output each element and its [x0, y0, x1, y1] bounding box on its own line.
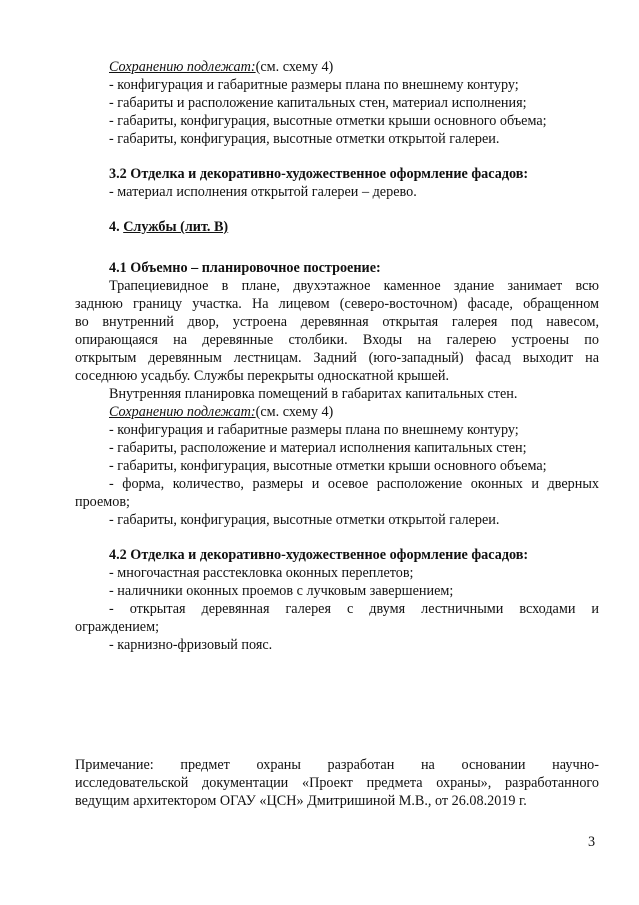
paragraph-line: во внутренний двор, устроена деревянная открытая галерея под навесом, [75, 314, 599, 330]
page-number: 3 [588, 834, 596, 850]
list-item: - габариты, конфигурация, высотные отметки открытой галереи. [109, 131, 500, 147]
section-heading-4-1: 4.1 Объемно – планировочное построение: [109, 260, 381, 276]
section-heading-3-2: 3.2 Отделка и декоративно-художественное оформление фасадов: [109, 166, 529, 182]
list-item: - открытая деревянная галерея с двумя лестничными всходами и [109, 601, 599, 617]
list-item: - габариты, расположение и материал исполнения капитальных стен; [109, 440, 527, 456]
paragraph-line: соседнюю усадьбу. Службы перекрыты односкатной крышей. [75, 368, 450, 384]
list-item: - карнизно-фризовый пояс. [109, 637, 273, 653]
list-item: - конфигурация и габаритные размеры плана по внешнему контуру; [109, 422, 519, 438]
paragraph-line: заднюю границу участка. На лицевом (северо-восточном) фасаде, обращенном [75, 296, 599, 312]
paragraph-line: опирающаяся на деревянные столбики. Входы на галерею устроены по [75, 332, 599, 348]
list-item: - многочастная расстекловка оконных переплетов; [109, 565, 414, 581]
list-item: - конфигурация и габаритные размеры плана по внешнему контуру; [109, 77, 519, 93]
note-line: Примечание: предмет охраны разработан на основании научно- [75, 757, 599, 773]
preserve-line [109, 59, 333, 76]
list-item: - габариты, конфигурация, высотные отметки крыши основного объема; [109, 113, 547, 129]
section-title: Службы (лит. В) [123, 219, 229, 235]
list-item-continuation: проемов; [75, 494, 130, 510]
preserve-ref: (см. схему 4) [255, 59, 334, 75]
preserve-label: Сохранению подлежат: [109, 59, 256, 75]
list-item: - габариты, конфигурация, высотные отметки открытой галереи. [109, 512, 500, 528]
note-line: исследовательской документации «Проект предмета охраны», разработанного [75, 775, 599, 791]
preserve-label: Сохранению подлежат: [109, 404, 256, 420]
section-title-4 [109, 219, 228, 236]
list-item: - материал исполнения открытой галереи – дерево. [109, 184, 417, 200]
preserve-line [109, 404, 333, 421]
list-item: - наличники оконных проемов с лучковым завершением; [109, 583, 454, 599]
section-heading-4-2: 4.2 Отделка и декоративно-художественное оформление фасадов: [109, 547, 529, 563]
note-line: ведущим архитектором ОГАУ «ЦСН» Дмитришиной М.В., от 26.08.2019 г. [75, 793, 527, 809]
paragraph-line: открытым деревянным лестницам. Задний (юго-западный) фасад выходит на [75, 350, 599, 366]
section-number: 4. [109, 219, 120, 235]
list-item-continuation: ограждением; [75, 619, 160, 635]
list-item: - габариты, конфигурация, высотные отметки крыши основного объема; [109, 458, 547, 474]
preserve-ref: (см. схему 4) [255, 404, 334, 420]
list-item: - форма, количество, размеры и осевое расположение оконных и дверных [109, 476, 599, 492]
paragraph: Внутренняя планировка помещений в габаритах капитальных стен. [109, 386, 518, 402]
paragraph-line: Трапециевидное в плане, двухэтажное каменное здание занимает всю [109, 278, 599, 294]
list-item: - габариты и расположение капитальных стен, материал исполнения; [109, 95, 527, 111]
